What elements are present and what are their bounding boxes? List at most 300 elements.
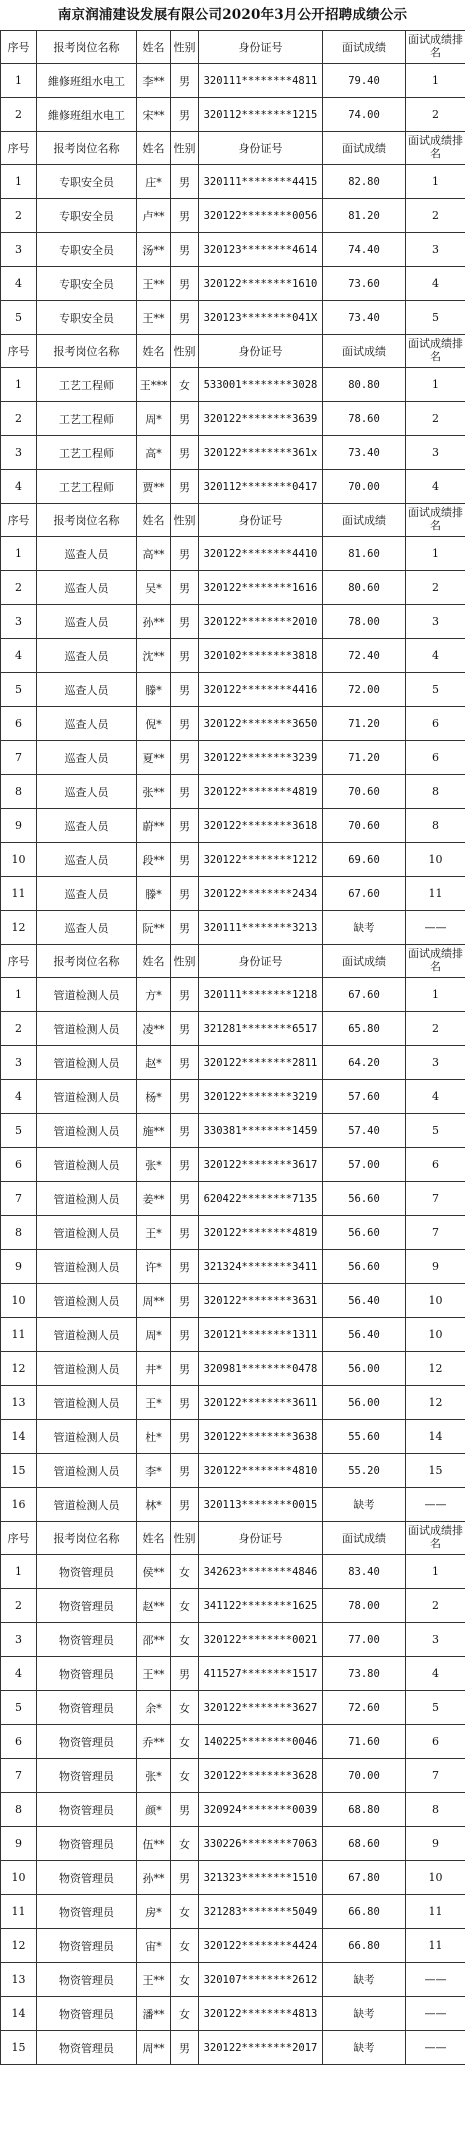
index-cell: 13 (1, 1963, 37, 1997)
table-row (1, 537, 465, 571)
name-cell: 孙** (137, 605, 171, 639)
index-cell: 15 (1, 1454, 37, 1488)
name-cell: 杨* (137, 1080, 171, 1114)
position-cell: 专职安全员 (37, 301, 137, 335)
name-cell: 林* (137, 1488, 171, 1522)
rank-cell: —— (406, 2031, 465, 2065)
gender-cell: 女 (171, 1929, 199, 1963)
rank-cell: 6 (406, 741, 465, 775)
name-cell: 蔚** (137, 809, 171, 843)
score-cell: 79.40 (323, 64, 406, 98)
gender-cell: 男 (171, 2031, 199, 2065)
gender-cell: 女 (171, 1589, 199, 1623)
col-header-id-number: 身份证号 (199, 132, 323, 165)
position-cell: 物资管理员 (37, 2031, 137, 2065)
score-cell: 56.60 (323, 1182, 406, 1216)
score-cell: 67.80 (323, 1861, 406, 1895)
rank-cell: —— (406, 1963, 465, 1997)
rank-cell: 11 (406, 1929, 465, 1963)
id-number-cell: 320122********1616 (199, 571, 323, 605)
gender-cell: 男 (171, 1284, 199, 1318)
score-cell: 70.00 (323, 1759, 406, 1793)
rank-cell: 10 (406, 1284, 465, 1318)
index-cell: 4 (1, 1080, 37, 1114)
index-cell: 15 (1, 2031, 37, 2065)
id-number-cell: 320122********4410 (199, 537, 323, 571)
position-cell: 管道检测人员 (37, 1352, 137, 1386)
id-number-cell: 320122********0021 (199, 1623, 323, 1657)
score-cell: 73.40 (323, 301, 406, 335)
rank-cell: 1 (406, 1555, 465, 1589)
index-cell: 16 (1, 1488, 37, 1522)
index-cell: 7 (1, 741, 37, 775)
col-header-rank: 面试成绩排名 (406, 335, 465, 368)
table-row (1, 775, 465, 809)
rank-cell: —— (406, 1488, 465, 1522)
id-number-cell: 320111********1218 (199, 978, 323, 1012)
table-row (1, 1250, 465, 1284)
section-header-row (1, 1522, 465, 1555)
col-header-position: 报考岗位名称 (37, 335, 137, 368)
name-cell: 庄* (137, 165, 171, 199)
score-cell: 74.00 (323, 98, 406, 132)
position-cell: 工艺工程师 (37, 470, 137, 504)
id-number-cell: 321283********5049 (199, 1895, 323, 1929)
index-cell: 1 (1, 64, 37, 98)
id-number-cell: 320112********1215 (199, 98, 323, 132)
score-cell: 72.60 (323, 1691, 406, 1725)
id-number-cell: 320122********361x (199, 436, 323, 470)
gender-cell: 男 (171, 571, 199, 605)
col-header-score: 面试成绩 (323, 1522, 406, 1555)
score-cell: 71.60 (323, 1725, 406, 1759)
rank-cell: 1 (406, 537, 465, 571)
index-cell: 7 (1, 1182, 37, 1216)
score-cell: 66.80 (323, 1895, 406, 1929)
score-cell: 缺考 (323, 2031, 406, 2065)
name-cell: 王* (137, 1386, 171, 1420)
rank-cell: 2 (406, 98, 465, 132)
score-cell: 69.60 (323, 843, 406, 877)
index-cell: 1 (1, 368, 37, 402)
index-cell: 4 (1, 470, 37, 504)
col-header-gender: 性别 (171, 504, 199, 537)
index-cell: 14 (1, 1997, 37, 2031)
table-row (1, 1046, 465, 1080)
name-cell: 王** (137, 1657, 171, 1691)
gender-cell: 男 (171, 1318, 199, 1352)
table-row (1, 1657, 465, 1691)
index-cell: 5 (1, 301, 37, 335)
table-row (1, 64, 465, 98)
score-cell: 82.80 (323, 165, 406, 199)
col-header-rank: 面试成绩排名 (406, 31, 465, 64)
table-row (1, 843, 465, 877)
col-header-rank: 面试成绩排名 (406, 1522, 465, 1555)
gender-cell: 男 (171, 1657, 199, 1691)
name-cell: 孙** (137, 1861, 171, 1895)
id-number-cell: 411527********1517 (199, 1657, 323, 1691)
index-cell: 2 (1, 1589, 37, 1623)
index-cell: 3 (1, 436, 37, 470)
position-cell: 工艺工程师 (37, 368, 137, 402)
rank-cell: 7 (406, 1759, 465, 1793)
name-cell: 颜* (137, 1793, 171, 1827)
gender-cell: 男 (171, 1216, 199, 1250)
name-cell: 周** (137, 2031, 171, 2065)
col-header-gender: 性别 (171, 1522, 199, 1555)
index-cell: 12 (1, 1929, 37, 1963)
id-number-cell: 320122********3639 (199, 402, 323, 436)
position-cell: 巡查人员 (37, 843, 137, 877)
id-number-cell: 341122********1625 (199, 1589, 323, 1623)
col-header-index: 序号 (1, 132, 37, 165)
score-cell: 70.60 (323, 809, 406, 843)
table-row (1, 301, 465, 335)
score-cell: 83.40 (323, 1555, 406, 1589)
score-cell: 81.60 (323, 537, 406, 571)
name-cell: 潘** (137, 1997, 171, 2031)
gender-cell: 男 (171, 1182, 199, 1216)
col-header-position: 报考岗位名称 (37, 132, 137, 165)
name-cell: 周* (137, 1318, 171, 1352)
gender-cell: 男 (171, 707, 199, 741)
position-cell: 物资管理员 (37, 1929, 137, 1963)
gender-cell: 男 (171, 402, 199, 436)
position-cell: 物资管理员 (37, 1623, 137, 1657)
id-number-cell: 320122********1212 (199, 843, 323, 877)
position-cell: 巡查人员 (37, 775, 137, 809)
id-number-cell: 320123********041X (199, 301, 323, 335)
gender-cell: 男 (171, 911, 199, 945)
rank-cell: 8 (406, 1793, 465, 1827)
position-cell: 管道检测人员 (37, 1250, 137, 1284)
score-cell: 56.60 (323, 1216, 406, 1250)
position-cell: 工艺工程师 (37, 402, 137, 436)
rank-cell: 7 (406, 1216, 465, 1250)
rank-cell: 6 (406, 707, 465, 741)
gender-cell: 男 (171, 1046, 199, 1080)
col-header-index: 序号 (1, 1522, 37, 1555)
table-row (1, 1691, 465, 1725)
id-number-cell: 320121********1311 (199, 1318, 323, 1352)
table-row (1, 1216, 465, 1250)
name-cell: 张* (137, 1148, 171, 1182)
rank-cell: 3 (406, 436, 465, 470)
name-cell: 阮** (137, 911, 171, 945)
position-cell: 巡查人员 (37, 537, 137, 571)
col-header-score: 面试成绩 (323, 31, 406, 64)
rank-cell: 3 (406, 233, 465, 267)
gender-cell: 女 (171, 1963, 199, 1997)
score-cell: 73.60 (323, 267, 406, 301)
gender-cell: 女 (171, 368, 199, 402)
name-cell: 李* (137, 1454, 171, 1488)
col-header-id-number: 身份证号 (199, 1522, 323, 1555)
index-cell: 2 (1, 98, 37, 132)
gender-cell: 男 (171, 1861, 199, 1895)
score-cell: 67.60 (323, 978, 406, 1012)
rank-cell: 4 (406, 1080, 465, 1114)
table-row (1, 1318, 465, 1352)
id-number-cell: 320122********3631 (199, 1284, 323, 1318)
gender-cell: 男 (171, 165, 199, 199)
rank-cell: 4 (406, 267, 465, 301)
index-cell: 9 (1, 1250, 37, 1284)
id-number-cell: 321323********1510 (199, 1861, 323, 1895)
name-cell: 夏** (137, 741, 171, 775)
col-header-name: 姓名 (137, 335, 171, 368)
rank-cell: 2 (406, 199, 465, 233)
position-cell: 管道检测人员 (37, 1114, 137, 1148)
id-number-cell: 320122********3617 (199, 1148, 323, 1182)
gender-cell: 女 (171, 1997, 199, 2031)
gender-cell: 男 (171, 537, 199, 571)
rank-cell: 9 (406, 1250, 465, 1284)
name-cell: 李** (137, 64, 171, 98)
col-header-name: 姓名 (137, 1522, 171, 1555)
index-cell: 4 (1, 267, 37, 301)
table-row (1, 673, 465, 707)
id-number-cell: 533001********3028 (199, 368, 323, 402)
score-cell: 81.20 (323, 199, 406, 233)
position-cell: 物资管理员 (37, 1725, 137, 1759)
index-cell: 3 (1, 605, 37, 639)
table-row (1, 1725, 465, 1759)
table-row (1, 1284, 465, 1318)
section-header-row (1, 335, 465, 368)
name-cell: 乔** (137, 1725, 171, 1759)
section-header-row (1, 31, 465, 64)
col-header-index: 序号 (1, 504, 37, 537)
position-cell: 管道检测人员 (37, 1284, 137, 1318)
gender-cell: 男 (171, 978, 199, 1012)
score-cell: 缺考 (323, 1488, 406, 1522)
index-cell: 1 (1, 165, 37, 199)
col-header-score: 面试成绩 (323, 945, 406, 978)
position-cell: 管道检测人员 (37, 1182, 137, 1216)
rank-cell: 5 (406, 301, 465, 335)
id-number-cell: 320111********4415 (199, 165, 323, 199)
section-header-row (1, 504, 465, 537)
score-cell: 57.00 (323, 1148, 406, 1182)
rank-cell: 2 (406, 1012, 465, 1046)
id-number-cell: 320122********3628 (199, 1759, 323, 1793)
name-cell: 伍** (137, 1827, 171, 1861)
col-header-name: 姓名 (137, 504, 171, 537)
id-number-cell: 320102********3818 (199, 639, 323, 673)
score-cell: 64.20 (323, 1046, 406, 1080)
rank-cell: 7 (406, 1182, 465, 1216)
position-cell: 維修班组水电工 (37, 64, 137, 98)
name-cell: 施** (137, 1114, 171, 1148)
position-cell: 巡查人员 (37, 911, 137, 945)
rank-cell: 2 (406, 571, 465, 605)
gender-cell: 男 (171, 741, 199, 775)
table-row (1, 1386, 465, 1420)
rank-cell: 5 (406, 673, 465, 707)
gender-cell: 男 (171, 1012, 199, 1046)
score-cell: 74.40 (323, 233, 406, 267)
gender-cell: 男 (171, 233, 199, 267)
score-cell: 66.80 (323, 1929, 406, 1963)
gender-cell: 男 (171, 98, 199, 132)
id-number-cell: 320122********1610 (199, 267, 323, 301)
section-header-row (1, 132, 465, 165)
gender-cell: 男 (171, 1352, 199, 1386)
position-cell: 巡查人员 (37, 571, 137, 605)
name-cell: 赵** (137, 1589, 171, 1623)
table-row (1, 1148, 465, 1182)
index-cell: 12 (1, 911, 37, 945)
score-cell: 78.60 (323, 402, 406, 436)
col-header-gender: 性别 (171, 945, 199, 978)
rank-cell: 1 (406, 165, 465, 199)
id-number-cell: 330381********1459 (199, 1114, 323, 1148)
table-row (1, 470, 465, 504)
name-cell: 姜** (137, 1182, 171, 1216)
score-cell: 72.40 (323, 639, 406, 673)
index-cell: 3 (1, 1046, 37, 1080)
name-cell: 邵** (137, 1623, 171, 1657)
name-cell: 张* (137, 1759, 171, 1793)
score-cell: 56.00 (323, 1352, 406, 1386)
index-cell: 10 (1, 1861, 37, 1895)
id-number-cell: 320122********3219 (199, 1080, 323, 1114)
col-header-position: 报考岗位名称 (37, 1522, 137, 1555)
id-number-cell: 320122********3618 (199, 809, 323, 843)
score-cell: 56.40 (323, 1318, 406, 1352)
rank-cell: 8 (406, 775, 465, 809)
col-header-rank: 面试成绩排名 (406, 504, 465, 537)
score-cell: 78.00 (323, 605, 406, 639)
table-row (1, 707, 465, 741)
score-cell: 缺考 (323, 911, 406, 945)
table-row (1, 978, 465, 1012)
score-cell: 55.20 (323, 1454, 406, 1488)
col-header-name: 姓名 (137, 132, 171, 165)
id-number-cell: 320111********3213 (199, 911, 323, 945)
index-cell: 3 (1, 233, 37, 267)
rank-cell: 1 (406, 978, 465, 1012)
position-cell: 巡查人员 (37, 605, 137, 639)
table-row (1, 1454, 465, 1488)
table-row (1, 911, 465, 945)
table-row (1, 1997, 465, 2031)
rank-cell: 10 (406, 843, 465, 877)
index-cell: 12 (1, 1352, 37, 1386)
id-number-cell: 320122********4819 (199, 775, 323, 809)
table-row (1, 1420, 465, 1454)
name-cell: 方* (137, 978, 171, 1012)
index-cell: 5 (1, 673, 37, 707)
table-row (1, 1861, 465, 1895)
id-number-cell: 320122********3627 (199, 1691, 323, 1725)
table-row (1, 741, 465, 775)
gender-cell: 女 (171, 1691, 199, 1725)
index-cell: 10 (1, 1284, 37, 1318)
table-row (1, 1759, 465, 1793)
position-cell: 巡查人员 (37, 877, 137, 911)
id-number-cell: 320122********2811 (199, 1046, 323, 1080)
col-header-rank: 面试成绩排名 (406, 945, 465, 978)
id-number-cell: 320112********0417 (199, 470, 323, 504)
id-number-cell: 320122********4819 (199, 1216, 323, 1250)
name-cell: 沈** (137, 639, 171, 673)
col-header-name: 姓名 (137, 31, 171, 64)
table-row (1, 267, 465, 301)
score-cell: 73.40 (323, 436, 406, 470)
gender-cell: 男 (171, 199, 199, 233)
score-cell: 68.80 (323, 1793, 406, 1827)
position-cell: 管道检测人员 (37, 1216, 137, 1250)
table-row (1, 1080, 465, 1114)
name-cell: 房* (137, 1895, 171, 1929)
rank-cell: 5 (406, 1691, 465, 1725)
position-cell: 物资管理员 (37, 1555, 137, 1589)
id-number-cell: 320122********2010 (199, 605, 323, 639)
index-cell: 7 (1, 1759, 37, 1793)
name-cell: 张** (137, 775, 171, 809)
score-cell: 65.80 (323, 1012, 406, 1046)
name-cell: 卢** (137, 199, 171, 233)
score-cell: 71.20 (323, 741, 406, 775)
name-cell: 赵* (137, 1046, 171, 1080)
position-cell: 物资管理员 (37, 1657, 137, 1691)
rank-cell: 3 (406, 605, 465, 639)
index-cell: 2 (1, 199, 37, 233)
score-cell: 56.40 (323, 1284, 406, 1318)
table-row (1, 2031, 465, 2065)
gender-cell: 男 (171, 1250, 199, 1284)
col-header-score: 面试成绩 (323, 335, 406, 368)
index-cell: 8 (1, 775, 37, 809)
gender-cell: 男 (171, 301, 199, 335)
index-cell: 5 (1, 1691, 37, 1725)
id-number-cell: 620422********7135 (199, 1182, 323, 1216)
score-table (0, 30, 465, 2065)
position-cell: 維修班组水电工 (37, 98, 137, 132)
rank-cell: 3 (406, 1046, 465, 1080)
position-cell: 巡查人员 (37, 639, 137, 673)
col-header-gender: 性别 (171, 335, 199, 368)
gender-cell: 男 (171, 1386, 199, 1420)
score-cell: 78.00 (323, 1589, 406, 1623)
index-cell: 14 (1, 1420, 37, 1454)
name-cell: 许* (137, 1250, 171, 1284)
score-cell: 80.80 (323, 368, 406, 402)
gender-cell: 女 (171, 1895, 199, 1929)
index-cell: 8 (1, 1216, 37, 1250)
score-cell: 57.40 (323, 1114, 406, 1148)
rank-cell: 14 (406, 1420, 465, 1454)
index-cell: 10 (1, 843, 37, 877)
name-cell: 杜* (137, 1420, 171, 1454)
name-cell: 高** (137, 537, 171, 571)
position-cell: 管道检测人员 (37, 1012, 137, 1046)
table-row (1, 1555, 465, 1589)
rank-cell: 1 (406, 368, 465, 402)
name-cell: 王** (137, 1963, 171, 1997)
score-cell: 55.60 (323, 1420, 406, 1454)
id-number-cell: 320111********4811 (199, 64, 323, 98)
id-number-cell: 321281********6517 (199, 1012, 323, 1046)
position-cell: 管道检测人员 (37, 1318, 137, 1352)
score-cell: 56.00 (323, 1386, 406, 1420)
name-cell: 凌** (137, 1012, 171, 1046)
section-header-row (1, 945, 465, 978)
rank-cell: —— (406, 911, 465, 945)
